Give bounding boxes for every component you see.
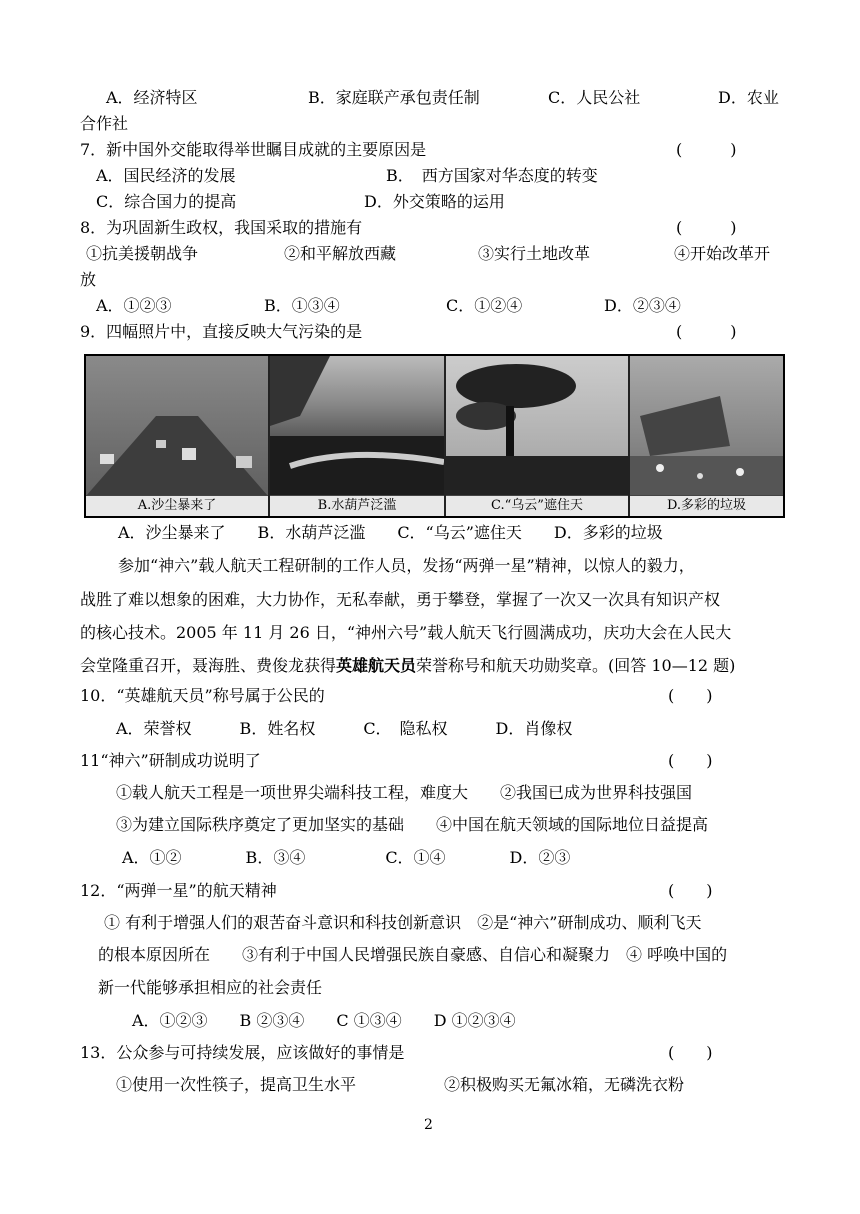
q12-items-line-3: 新一代能够承担相应的社会责任 <box>98 978 323 997</box>
q8-option-c: C．①②④ <box>446 296 523 315</box>
q8-item-4-cont: 放 <box>80 270 97 289</box>
photo-caption-c: C.“乌云”遮住天 <box>446 495 628 516</box>
q9-answer-paren: ( ) <box>676 322 737 341</box>
q9-photo-strip <box>84 354 785 518</box>
q8-stem: 8．为巩固新生政权，我国采取的措施有 <box>80 218 363 237</box>
photo-caption-a: A.沙尘暴来了 <box>86 495 268 516</box>
garbage-photo <box>630 356 783 516</box>
smokestack-icon <box>446 356 628 496</box>
passage-line-4-end: 荣誉称号和航天功勋奖章。(回答 10—12 题) <box>416 656 736 675</box>
q6-option-c: C．人民公社 <box>548 88 641 107</box>
water-hyacinth-photo <box>270 356 444 516</box>
sandstorm-icon <box>86 356 268 496</box>
q13-item-1: ①使用一次性筷子，提高卫生水平 <box>116 1075 357 1094</box>
q7-option-c: C．综合国力的提高 <box>96 192 237 211</box>
q8-item-2: ②和平解放西藏 <box>284 244 397 263</box>
q11-stem: 11“神六”研制成功说明了 <box>80 751 261 770</box>
q10-answer-paren: ( ) <box>668 686 713 705</box>
q13-item-2: ②积极购买无氟冰箱，无磷洗衣粉 <box>444 1075 685 1094</box>
q6-option-d-cont: 合作社 <box>80 114 129 133</box>
q11-answer-paren: ( ) <box>668 751 713 770</box>
q8-option-a: A．①②③ <box>96 296 172 315</box>
passage-line-4-start: 会堂隆重召开，聂海胜、费俊龙获得 <box>80 656 337 675</box>
q13-answer-paren: ( ) <box>668 1043 713 1062</box>
q8-item-4: ④开始改革开 <box>674 244 771 263</box>
q8-answer-paren: ( ) <box>676 218 737 237</box>
q13-stem: 13．公众参与可持续发展，应该做好的事情是 <box>80 1043 405 1062</box>
q10-stem: 10．“英雄航天员”称号属于公民的 <box>80 686 325 705</box>
q6-option-d: D．农业 <box>718 88 779 107</box>
q8-item-1: ①抗美援朝战争 <box>86 244 199 263</box>
q7-answer-paren: ( ) <box>676 140 737 159</box>
sandstorm-photo <box>86 356 268 516</box>
q12-stem: 12．“两弹一星”的航天精神 <box>80 881 277 900</box>
q12-items-line-2: 的根本原因所在 ③有利于中国人民增强民族自豪感、自信心和凝聚力 ④ 呼唤中国的 <box>98 945 728 964</box>
q12-options: A．①②③ B ②③④ C ①③④ D ①②③④ <box>132 1011 516 1030</box>
passage-line-3: 的核心技术。2005 年 11 月 26 日，“神州六号”载人航天飞行圆满成功，庆功大会在人民大 <box>80 623 732 642</box>
q12-items-line-1: ① 有利于增强人们的艰苦奋斗意识和科技创新意识 ②是“神六”研制成功、顺利飞天 <box>104 913 702 932</box>
q8-item-3: ③实行土地改革 <box>478 244 591 263</box>
photo-caption-b: B.水葫芦泛滥 <box>270 495 444 516</box>
water-hyacinth-icon <box>270 356 444 496</box>
q11-items-line-2: ③为建立国际秩序奠定了更加坚实的基础 ④中国在航天领域的国际地位日益提高 <box>116 815 709 834</box>
passage-line-2: 战胜了难以想象的困难，大力协作，无私奉献，勇于攀登，掌握了一次又一次具有知识产权 <box>80 590 721 609</box>
q11-items-line-1: ①载人航天工程是一项世界尖端科技工程，难度大 ②我国已成为世界科技强国 <box>116 783 693 802</box>
passage-line-4 <box>80 655 735 677</box>
smokestack-photo <box>446 356 628 516</box>
q6-option-a: A．经济特区 <box>106 88 198 107</box>
q9-stem: 9．四幅照片中，直接反映大气污染的是 <box>80 322 363 341</box>
q7-option-d: D．外交策略的运用 <box>364 192 505 211</box>
garbage-icon <box>630 356 783 496</box>
q12-answer-paren: ( ) <box>668 881 713 900</box>
q9-options: A．沙尘暴来了 B．水葫芦泛滥 C．“乌云”遮住天 D．多彩的垃圾 <box>118 523 663 542</box>
q8-option-b: B．①③④ <box>264 296 340 315</box>
q11-options: A．①② B．③④ C．①④ D．②③ <box>122 848 571 867</box>
hero-astronaut-title: 英雄航天员 <box>336 656 417 675</box>
q7-stem: 7．新中国外交能取得举世瞩目成就的主要原因是 <box>80 140 427 159</box>
photo-caption-d: D.多彩的垃圾 <box>630 495 783 516</box>
q10-options: A．荣誉权 B．姓名权 C． 隐私权 D．肖像权 <box>116 719 573 738</box>
passage-line-1: 参加“神六”载人航天工程研制的工作人员，发扬“两弹一星”精神，以惊人的毅力， <box>118 556 695 575</box>
q7-option-b: B． 西方国家对华态度的转变 <box>386 166 598 185</box>
page-number: 2 <box>424 1117 433 1133</box>
q6-option-b: B．家庭联产承包责任制 <box>308 88 480 107</box>
q8-option-d: D．②③④ <box>604 296 681 315</box>
q7-option-a: A．国民经济的发展 <box>96 166 236 185</box>
